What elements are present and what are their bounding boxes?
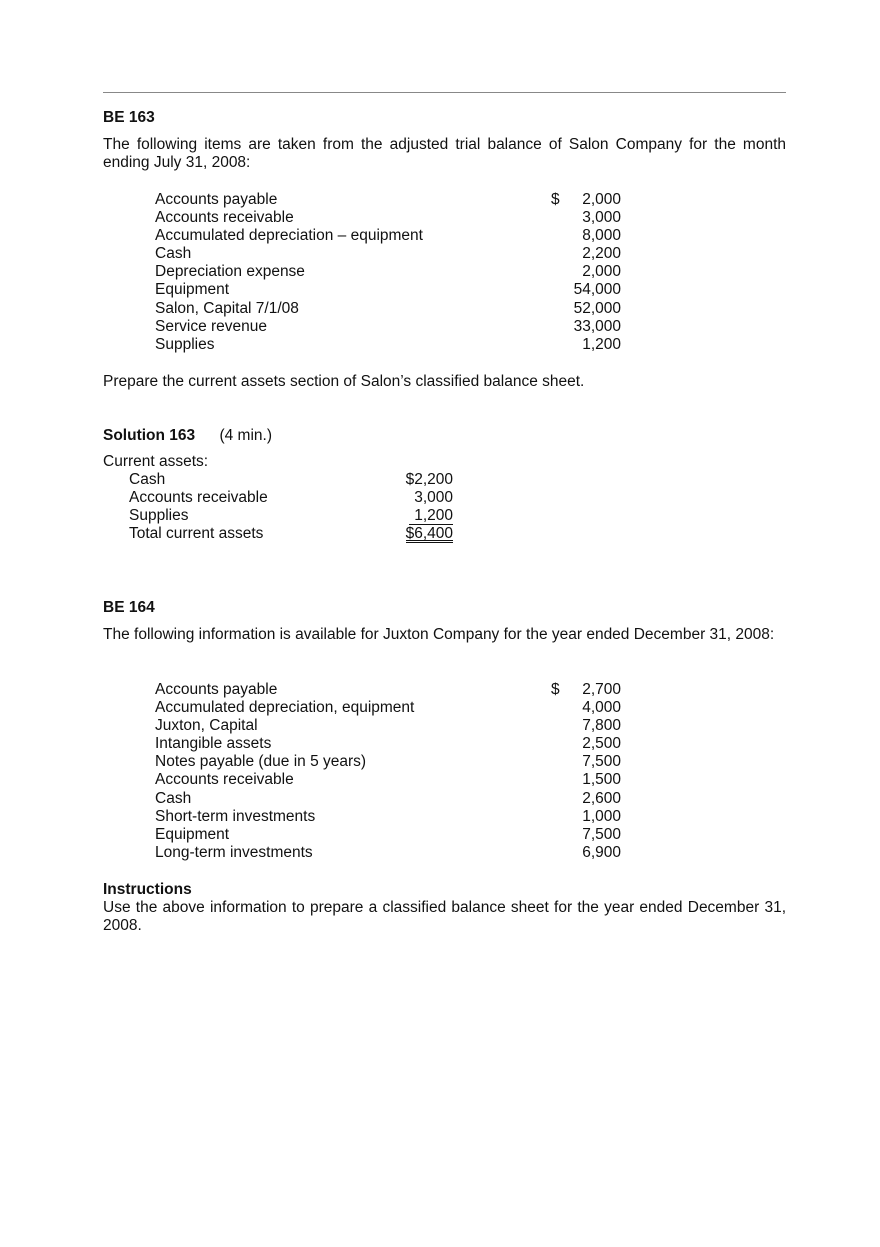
row-amount: $2,200 (405, 471, 453, 489)
item-amount (551, 808, 621, 826)
current-assets-heading: Current assets: (103, 453, 209, 470)
item-amount (551, 717, 621, 735)
amount-value: 3,000 (582, 209, 621, 227)
row-label: Accounts receivable (129, 489, 268, 507)
header-rule (103, 92, 786, 93)
list-item (155, 844, 621, 862)
amount-value: 2,600 (582, 789, 621, 807)
row-label: Supplies (129, 507, 189, 525)
amount-value: 7,500 (582, 825, 621, 843)
item-label: Accumulated depreciation, equipment (155, 699, 415, 717)
item-amount (551, 263, 621, 281)
item-label: Salon, Capital 7/1/08 (155, 299, 299, 317)
list-item (155, 826, 621, 844)
row-amount: 3,000 (414, 489, 453, 507)
list-item (155, 336, 621, 354)
amount-value: 7,500 (582, 753, 621, 771)
list-item (155, 681, 621, 699)
item-amount (551, 735, 621, 753)
list-item (155, 699, 621, 717)
dollar-sign: $ (551, 681, 560, 698)
amount-value: 8,000 (582, 227, 621, 245)
instructions-text: Use the above information to prepare a classified balance sheet for the year ended December 31, 2008. (103, 899, 786, 935)
list-item (155, 771, 621, 789)
item-label: Accounts payable (155, 191, 278, 208)
list-item (155, 300, 621, 318)
item-label: Depreciation expense (155, 263, 305, 281)
item-amount (551, 844, 621, 862)
solution163-time: (4 min.) (219, 427, 273, 444)
solution163-header (103, 427, 272, 445)
be163-items (155, 191, 621, 354)
list-item (155, 263, 621, 281)
item-label: Service revenue (155, 317, 268, 335)
amount-value: 4,000 (582, 699, 621, 717)
be164-items (155, 681, 621, 862)
item-amount (551, 245, 621, 263)
list-item (155, 735, 621, 753)
item-amount (551, 699, 621, 717)
item-amount (551, 227, 621, 245)
table-row (103, 489, 453, 507)
item-amount (551, 681, 621, 699)
item-label: Cash (155, 789, 192, 807)
list-item (155, 808, 621, 826)
item-amount (551, 209, 621, 227)
row-label: Cash (129, 471, 166, 489)
list-item (155, 753, 621, 771)
amount-value: 1,200 (582, 335, 621, 353)
be163-question: Prepare the current assets section of Salon’s classified balance sheet. (103, 373, 585, 390)
amount-value: 2,200 (582, 245, 621, 263)
amount-value: 1,500 (582, 771, 621, 789)
item-amount (551, 771, 621, 789)
list-item (155, 227, 621, 245)
list-item (155, 209, 621, 227)
item-label: Juxton, Capital (155, 717, 258, 735)
solution163-table (103, 453, 453, 543)
list-item (155, 245, 621, 263)
item-amount (551, 318, 621, 336)
item-label: Accounts receivable (155, 771, 294, 789)
amount-value: 6,900 (582, 843, 621, 861)
solution163-title: Solution 163 (103, 427, 196, 444)
dollar-sign: $ (551, 191, 560, 208)
amount-value: 7,800 (582, 717, 621, 735)
item-label: Accounts payable (155, 681, 278, 698)
amount-value: 2,700 (582, 681, 621, 698)
be164-title: BE 164 (103, 599, 155, 616)
item-label: Long-term investments (155, 843, 313, 861)
item-amount (551, 191, 621, 209)
item-label: Notes payable (due in 5 years) (155, 753, 367, 771)
item-label: Intangible assets (155, 735, 272, 753)
item-label: Cash (155, 245, 192, 263)
item-label: Accumulated depreciation – equipment (155, 227, 423, 245)
list-item (155, 318, 621, 336)
amount-value: 1,000 (582, 807, 621, 825)
row-label: Total current assets (129, 525, 264, 543)
item-amount (551, 753, 621, 771)
amount-value: 33,000 (573, 317, 621, 335)
item-amount (551, 826, 621, 844)
item-amount (551, 281, 621, 299)
list-item (155, 191, 621, 209)
amount-value: 52,000 (573, 299, 621, 317)
item-label: Supplies (155, 335, 215, 353)
list-item (155, 717, 621, 735)
row-amount: 1,200 (409, 507, 453, 525)
item-label: Equipment (155, 825, 230, 843)
be164-intro: The following information is available for Juxton Company for the year ended December 31, 2008: (103, 626, 775, 643)
item-amount (551, 336, 621, 354)
row-amount: $6,400 (405, 525, 453, 543)
amount-value: 2,000 (582, 263, 621, 281)
amount-value: 2,000 (582, 191, 621, 208)
be163-title: BE 163 (103, 109, 155, 126)
amount-value: 54,000 (573, 281, 621, 299)
item-amount (551, 300, 621, 318)
be163-intro: The following items are taken from the adjusted trial balance of Salon Company for the month ending July 31, 2008: (103, 136, 786, 172)
list-item (155, 281, 621, 299)
instructions-heading: Instructions (103, 881, 192, 898)
item-amount (551, 790, 621, 808)
list-item (155, 790, 621, 808)
table-row (103, 507, 453, 525)
amount-value: 2,500 (582, 735, 621, 753)
table-row-total (103, 525, 453, 543)
table-row (103, 471, 453, 489)
item-label: Equipment (155, 281, 230, 299)
item-label: Short-term investments (155, 807, 316, 825)
item-label: Accounts receivable (155, 209, 294, 227)
